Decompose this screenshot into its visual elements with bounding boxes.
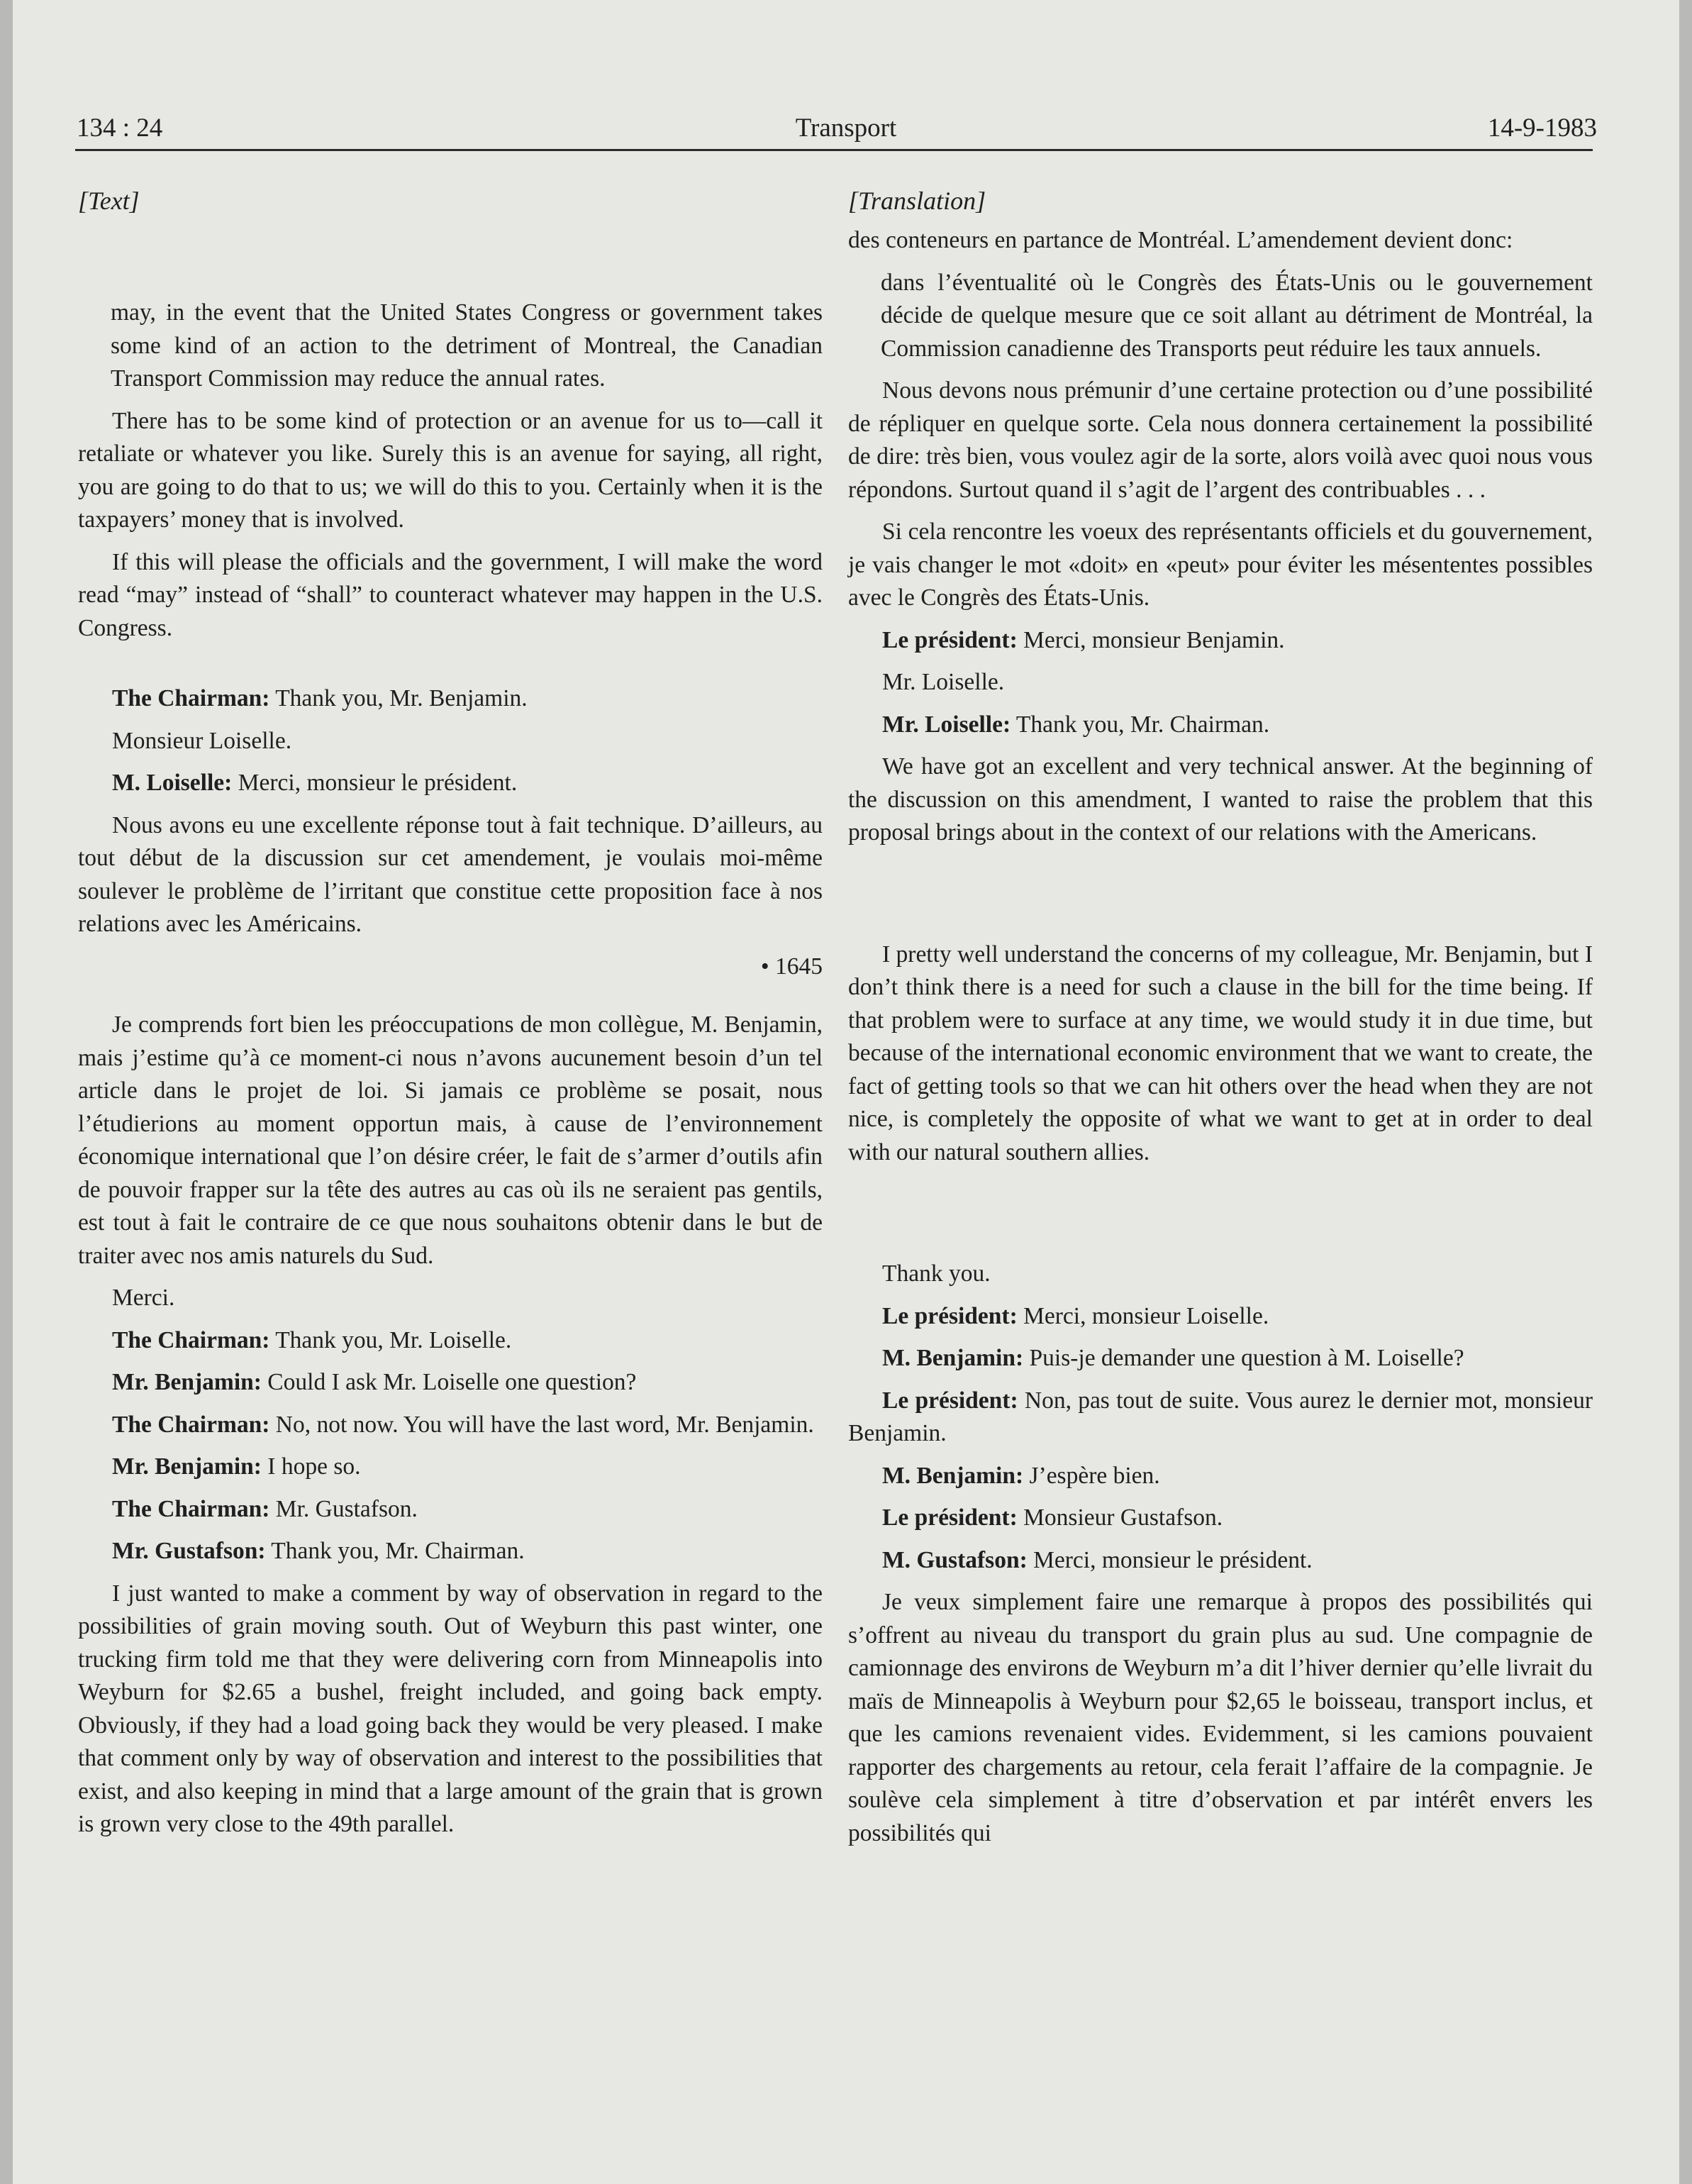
issue-date: 14-9-1983 (1487, 113, 1597, 143)
page-number: 134 : 24 (77, 113, 163, 143)
speaker-name: Mr. Loiselle: (882, 711, 1011, 738)
speaker-turn (78, 1366, 823, 1399)
running-title: Transport (795, 113, 897, 143)
paragraph: Nous avons eu une excellente réponse tout à fait technique. D’ailleurs, au tout début de la discussion sur cet amendement, je voulais moi-même soulever le problème de l’irritant que constitue cette proposition face à nos relations avec les Américains. (78, 811, 823, 937)
paragraph: Monsieur Loiselle. (112, 727, 292, 754)
paragraph: may, in the event that the United States Congress or government takes some kind of an action to the detriment of Montreal, the Canadian Transport Commission may reduce the annual rates. (111, 299, 823, 392)
paragraph: Nous devons nous prémunir d’une certaine protection ou d’une possibilité de répliquer en quelque sorte. Cela nous donnera certainement la possibilité de dire: très bien, vous voulez agir de la sorte, alors voilà avec quoi nous vous répondons. Surtout quand il s’agit de l’argent des contribuables . . . (848, 377, 1593, 503)
speech-text: Monsieur Gustafson. (1017, 1504, 1223, 1531)
speaker-turn (848, 1300, 1593, 1334)
speaker-turn (848, 624, 1593, 658)
speaker-name: The Chairman: (112, 1411, 270, 1438)
speaker-turn (848, 1544, 1593, 1578)
column-label-text: [Text] (78, 187, 140, 215)
speech-text: Thank you, Mr. Benjamin. (269, 685, 528, 711)
paragraph: There has to be some kind of protection or an avenue for us to—call it retaliate or whatever you like. Surely this is an avenue for saying, all right, you are going to do that to us; we will do this to you. Certainly when it is the taxpayers’ money that is involved. (78, 407, 823, 533)
speaker-turn (848, 709, 1593, 742)
speaker-turn (78, 1451, 823, 1484)
speaker-turn (78, 1324, 823, 1358)
speaker-name: Le président: (882, 1387, 1018, 1414)
speaker-turn (848, 1460, 1593, 1493)
speech-text: Mr. Gustafson. (269, 1495, 418, 1522)
paragraph: I pretty well understand the concerns of my colleague, Mr. Benjamin, but I don’t think there is a need for such a clause in the bill for the time being. If that problem were to surface at any time, we would study it in due time, but because of the international economic environment that we want to create, the fact of getting tools so that we can hit others over the head when they are not nice, is completely the opposite of what we want to get at in order to deal with our natural southern allies. (848, 941, 1593, 1165)
speech-text: Thank you, Mr. Chairman. (1011, 711, 1270, 738)
speech-text: Puis-je demander une question à M. Loiselle? (1023, 1345, 1464, 1371)
speaker-name: The Chairman: (112, 1495, 270, 1522)
speaker-turn (78, 682, 823, 716)
paragraph: I just wanted to make a comment by way of observation in regard to the possibilities of grain moving south. Out of Weyburn this past winter, one trucking firm told me that they were delivering corn from Minneapolis into Weyburn for $2.65 a bushel, freight included, and going back empty. Obviously, if they had a load going back they would be very pleased. I make that comment only by way of observation and interest to the possibilities that exist, and also keeping in mind that a large amount of the grain that is grown is grown very close to the 49th parallel. (78, 1580, 823, 1837)
speech-text: J’espère bien. (1023, 1462, 1160, 1489)
speaker-name: Mr. Gustafson: (112, 1538, 266, 1564)
paragraph: If this will please the officials and the government, I will make the word read “may” instead of “shall” to counteract whatever may happen in the U.S. Congress. (78, 548, 823, 641)
speech-text: Merci, monsieur Loiselle. (1017, 1302, 1269, 1329)
speaker-name: M. Gustafson: (882, 1546, 1028, 1573)
speaker-name: Le président: (882, 1504, 1018, 1531)
paragraph: We have got an excellent and very technical answer. At the beginning of the discussion on this amendment, I wanted to raise the problem that this proposal brings about in the context of our relations with the Americans. (848, 753, 1593, 846)
speech-text: I hope so. (261, 1453, 361, 1480)
speech-text: Merci, monsieur le président. (232, 770, 518, 796)
speaker-turn (848, 1342, 1593, 1375)
speech-text: Non, pas tout de suite. Vous aurez le dernier mot, monsieur Benjamin. (848, 1387, 1593, 1446)
paragraph: Je veux simplement faire une remarque à propos des possibilités qui s’offrent au niveau du transport du grain plus au sud. Une compagnie de camionnage des environs de Weyburn m’a dit l’hiver dernier qu’elle livrait du maïs de Minneapolis à Weyburn pour $2,65 le boisseau, transport inclus, et que les camions revenaient vides. Evidemment, si les camions pouvaient rapporter des chargements au retour, cela ferait l’affaire de la compagnie. Je soulève cela simplement à titre d’observation et par intérêt envers les possibilités qui (848, 1589, 1593, 1846)
speech-text: No, not now. You will have the last word, Mr. Benjamin. (269, 1411, 814, 1438)
speaker-name: The Chairman: (112, 1326, 270, 1353)
speaker-turn (78, 767, 823, 800)
speaker-name: M. Loiselle: (112, 770, 233, 796)
header-rule (75, 149, 1593, 151)
speaker-turn (78, 1535, 823, 1568)
speaker-name: Le président: (882, 1302, 1018, 1329)
speaker-name: M. Benjamin: (882, 1462, 1024, 1489)
paragraph: Mr. Loiselle. (882, 669, 1005, 695)
paragraph: Merci. (112, 1285, 175, 1311)
speaker-name: M. Benjamin: (882, 1345, 1024, 1371)
document-page (13, 0, 1679, 2184)
speech-text: Merci, monsieur le président. (1027, 1546, 1313, 1573)
speech-text: Could I ask Mr. Loiselle one question? (261, 1369, 637, 1395)
paragraph: Thank you. (882, 1260, 991, 1287)
speaker-turn (848, 1385, 1593, 1451)
right-column (848, 184, 1593, 1859)
time-stamp: • 1645 (760, 953, 823, 980)
paragraph: Si cela rencontre les voeux des représentants officiels et du gouvernement, je vais changer le mot «doit» en «peut» pour éviter les mésententes possibles avec le Congrès des États-Unis. (848, 519, 1593, 611)
speaker-name: Le président: (882, 626, 1018, 653)
speaker-turn (78, 1409, 823, 1442)
speaker-name: The Chairman: (112, 685, 270, 711)
paragraph: Je comprends fort bien les préoccupations de mon collègue, M. Benjamin, mais j’estime qu’à ce moment-ci nous n’avons aucunement besoin d’un tel article dans le projet de loi. Si jamais ce problème se posait, nous l’étudierions au moment opportun mais, à cause de l’environnement économique international que l’on désire créer, le fait de s’armer d’outils afin de pouvoir frapper sur la tête des autres au cas où ils ne seraient pas gentils, est tout à fait le contraire de ce que nous souhaitons obtenir dans le but de traiter avec nos amis naturels du Sud. (78, 1011, 823, 1269)
amendment-quote: dans l’éventualité où le Congrès des États-Unis ou le gouvernement décide de quelque mesure que ce soit allant au détriment de Montréal, la Commission canadienne des Transports peut réduire les taux annuels. (881, 269, 1593, 362)
speaker-turn (848, 1502, 1593, 1535)
speaker-name: Mr. Benjamin: (112, 1453, 262, 1480)
speaker-turn (78, 1493, 823, 1526)
paragraph: des conteneurs en partance de Montréal. L’amendement devient donc: (848, 227, 1513, 253)
speech-text: Merci, monsieur Benjamin. (1017, 626, 1285, 653)
column-label-translation: [Translation] (848, 187, 986, 215)
speaker-name: Mr. Benjamin: (112, 1369, 262, 1395)
left-column (78, 184, 823, 1851)
speech-text: Thank you, Mr. Chairman. (265, 1538, 525, 1564)
speech-text: Thank you, Mr. Loiselle. (269, 1326, 512, 1353)
